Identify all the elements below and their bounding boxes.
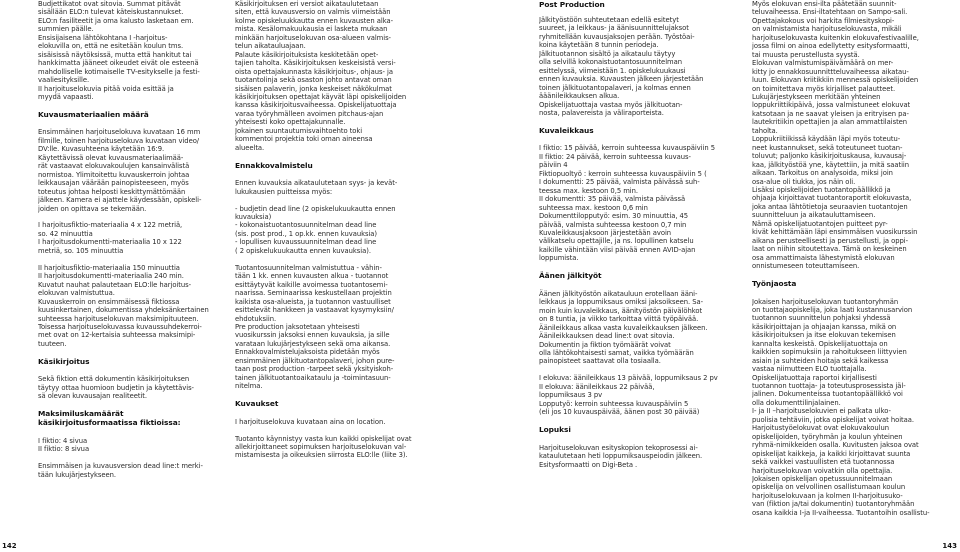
- spacer: [539, 136, 734, 145]
- section-heading: Maksimiluskamäärät käsikirjoitusformaatissa fiktioissa:: [38, 409, 181, 428]
- spacer: [752, 289, 948, 298]
- paragraph: Loppukriitiikissä käydään läpi myös toteutu- neet kustannukset, sekä toteutuneet tuotan- toluvut; paljonko käsikirjoituskausa, kuvausaj- kaa, jälkityöstöä yne, käytettiin, ja mitä saatiin aikaan. Tarkoitus on analysoida, miksi join osa-alue oli tiukka, jos näin oli.: [752, 135, 910, 186]
- section-heading: Kuvaleikkaus: [539, 125, 594, 135]
- paragraph: Jokaisen harjoituselokuvan tuotantoryhmän on tuottajaopiskelija, joka laati kustannusarvion tuotannon suunnittelun pohjaksi yhdessä käsikirjoittajan ja ohjaajan kanssa, mikä on käsikirjoituksen ja itse elokuvan tekemisen kannalta keskeistä. Opiskelijatuottaja on kaikkien sopimuksiin ja rahoitukseen liittyvien asiain ja suhteiden hoitaja sekä kaikessa vastaa niimutteen ELO tuottajalla.: [752, 297, 913, 374]
- section-heading: Ennakkovalmistelu: [235, 160, 313, 170]
- paragraph: Ensimmäinen harjoituselokuva kuvataan 16 mm filmille, toinen harjoituselokuva kuvataan video/ DV:lle. Kuvasuhteena käytetään 16:9. Käytettävissä olevat kuvausmateriaalimää- rät vastaavat elokuvakoulujen kansainvälistä normistoa. Ylimitoitettu kuvauskerroin johtaa leikkausajan väärään painopisteeseen, myös toteutus johtaa helposti keskittymättömään jälkeen. Kamera ei ajattele käydessään, opiskeli- joiden on opittava se tekemään.: [38, 128, 202, 213]
- section-heading: Lopuksi: [539, 425, 571, 435]
- paragraph: Budjettikatot ovat sitovia. Summat pitävät sisällään ELO:n tulevat käteiskustannukset. ELO:n fasiliteetit ja oma kalusto lasketaan em. summien päälle.: [38, 0, 194, 34]
- paragraph: I fiktio: 4 sivua II fiktio: 8 sivua: [38, 436, 90, 454]
- paragraph: I harjoitusfiktio-materiaalia 4 x 122 metriä, so. 42 minuuttia I harjoitusdokumentti-materiaalia 10 x 122 metriä, so. 105 minuuttia: [38, 221, 183, 255]
- spacer: [38, 120, 222, 129]
- spacer: [235, 426, 433, 435]
- paragraph: II harjoitusfiktio-materiaalia 150 minuuttia II harjoitusdokumentti-materiaalia 240 min. Kuvatut nauhat palautetaan ELO:lle harjoitus- elokuvan valmistuttua. Kuvauskerroin on ensimmäisessä fiktiossa kuusinkertainen, dokumentissa yhdeksänkertainen suhteessa harjoituselokuvan maksimipituuteen. Toisessa harjoituselokuvassa kuvaussuhdekerroi- met ovat on 12-kertaisia suhteessa maksimipi- tuuteen.: [38, 263, 209, 348]
- paragraph: Kuvaleikkausjaksoon järjestetään avoin välikatselu opettajille, ja ns. lopullinen katselu kaikille vähintään viisi päivää ennen AVID-ajan loppumista.: [539, 228, 696, 263]
- paragraph: I harjoituselokuva kuvataan aina on location.: [235, 417, 386, 426]
- spacer: [235, 391, 433, 400]
- paragraph: Harjoituselokuvan esityskopion tekoprosessi ai- kataulutetaan heti loppumiksauspeiodin jälkeen. Esitysformaatti on Digi-Beta .: [539, 443, 703, 469]
- paragraph: Lisäksi opiskelijoiden tuotantopäällikkö ja ohjaaja kirjoittavat tuotantoraportit elokuvasta, joka antaa lähtötietoja seuraavien tuotantojen suunnitteluun ja aikatauluttamiseen.: [752, 185, 912, 220]
- section-heading: Käsikirjoitus: [38, 356, 90, 366]
- paragraph: Käsikirjoituksen eri versiot aikataulutetaan siten, että kuvausversio on valmis viimeistään kolme opiskeluukkautta ennen kuvausten alka- mista. Kesälomakuukausia ei lasketa mukaan minkään harjoituselokuvan osa-alueen valmis- telun aikatauluajaan.: [235, 0, 393, 51]
- paragraph: Nämä opiskelijatuotantojen puitteet pyr- kivät kehittämään läpi ensimmäisen vuosikurssin aikana perusteellisesti ja perustellusti, ja oppi- laat on niihin sitoutettava. Tämä on keskeinen osa ammattimaista lähestymistä elokuvan onnistumeseen toteuttamiseen.: [752, 219, 918, 271]
- paragraph: Elokuvan valmistumispäivämäärä on mer- kitty jo ennakkosuunnittteluvaiheessa aikatau- luun. Elokuvan kriitikkiin mennessä opiskelijoiden on toimitettava myös kirjalliset palautteet.: [752, 59, 919, 93]
- spacer: [539, 263, 734, 272]
- spacer: [38, 255, 222, 264]
- spacer: [38, 401, 222, 410]
- spacer: [235, 196, 433, 205]
- paragraph: Opiskelijatuottaja raportoi kirjallisesti tuotannon tuottaja- ja toteutusprosessista jäl- jalinen. Dokumenteissa tuotantopäällikkö voi olla dokumenttilinjalainen.: [752, 373, 906, 407]
- paragraph: Palaute käsikirjoituksista keskitetään opet- tajien taholta. Käsikirjoituksen keskeisistä versi- oista opettajakunnasta käsikirjoitus-, ohjaus- ja tuotantolinja sekä osaston johto antavat oman sisäisen palaverin, jonka keskeiset näkökulmat käsikirjoituksen opettajat käyvät läpi opiskelijoiden kanssa käsikirjoitusvaiheessa. Opiskelijatuottaja varaa työryhmälleen avoimen pitchaus-ajan yhteisesti koko opettajakunnalle.: [235, 50, 407, 127]
- paragraph: Tuotanto käynnistyy vasta kun kaikki opiskelijat ovat allekirjoittaneet sopimuksen harjoituselokuvan val- mistamisesta ja oikeuksien siirrosta ELO:lle (liite 3).: [235, 434, 412, 460]
- spacer: [235, 171, 433, 180]
- paragraph: Jokainen suuntautumisvaihtoehto toki kommentoi projektia toki oman aineensa alueelta.: [235, 126, 373, 152]
- section-heading: Kuvausmateriaalien määrä: [38, 109, 149, 119]
- column-1: [38, 0, 222, 538]
- paragraph: Harjoitustyöelokuvat ovat elokuvakoulun opiskelijoiden, työryhmän ja koulun yhteinen ryhmä-nimikkeiden osalla. Kuvitusten jaksoa ovat opiskelijat kaikkeja, ja kaikki kirjoittavat suunta sekä vaikkei vastuullisten etä tuotannossa harjoituselokuvan voivatkin olla opettajia.: [752, 424, 919, 475]
- paragraph: I elokuva: äänileikkaus 13 päivää, loppumiksaus 2 pv II elokuva: äänileikkaus 22 päivää, loppumiksaus 3 pv Lopputyö: kerroin suhteessa kuvauspäiviin 5 (eli jos 10 kuvauspäivää, äänen post 30 päivää): [539, 374, 718, 417]
- spacer: [539, 366, 734, 375]
- paragraph: Ennakkovalmistelujaksoista pidetään myös ensimmäinen jälkituotantopalaveri, johon pure- taan post production -tarpeet sekä yksityiskoh- tainen jälkituotantoaikataulu ja -toimintasuun- nitelma.: [235, 348, 395, 391]
- spacer: [235, 409, 433, 418]
- spacer: [38, 367, 222, 376]
- paragraph: Sekä fiktion että dokumentin käsikirjoituksen täytyy ottaa huomioon budjetin ja käytettävis- sä olevan kuvausajan realiteetit.: [38, 375, 194, 401]
- spacer: [38, 454, 222, 463]
- section-heading: Kuvaukset: [235, 399, 279, 409]
- paragraph: Opettajakokous voi harkita filmiesityskopi- on valmistamista harjoituselokuvasta, mikäli harjoituselokuvasta kuitenkin elokuvafestivaalille, jossa filmi on ainoa edellytetty esitysformaatti, tai muusta perustellusta syystä.: [752, 16, 919, 59]
- spacer: [235, 255, 433, 264]
- section-heading: Äänen jälkityöt: [539, 271, 602, 281]
- paragraph: Tuotantosuunnitelman valmistuttua - vähin- tään 1 kk. ennen kuvausten alkua - tuotannot esittäytyvät kaikille avoimessa tuotantosemi- naarissa. Seminaarissa keskustellaan projektin kaikista osa-alueista, ja tuotannon vastuulliset esittelevät hankkeen ja vastaavat kysymyksiin/ ehdotuksiin.: [235, 263, 394, 323]
- paragraph: I- ja II –harjoituselokuvien ei palkata ulko- puolisia tehtäviin, jotka opiskelijat voivat hoitaa.: [752, 407, 915, 424]
- paragraph: Ennen kuvauksia aikataulutetaan syys- ja kevät- lukukausien puitteissa myös:: [235, 179, 398, 196]
- column-4: [752, 0, 948, 538]
- page-number-right: 143: [942, 542, 957, 550]
- spacer: [539, 417, 734, 426]
- paragraph: II harjoituselokuvia pitää voida esittää ja myydä vapaasti.: [38, 84, 174, 101]
- page-number-left: 142: [2, 542, 17, 550]
- paragraph: Opiskelijatuottaja vastaa myös jälkituotan- nosta, palavereista ja väliraporteista.: [539, 100, 683, 117]
- paragraph: I fiktio: 15 päivää, kerroin suhteessa kuvauspäiviin 5 II fiktio: 24 päivää, kerroin suhteessa kuvaus- päiviin 4 Fiktiopuoltyö : kerroin suhteessa kuvauspäiviin 5 ( I dokumentti: 25 päivää, valmista päivässä suh- teessa max. kestoon 0,5 min. II dokumentti: 35 päivää, valmista päivässä suhteessa max. kestoon 0,6 min Dokumenttilopputyö: esim. 30 minuuttia, 45 päivää, valmista suhteessa kestoon 0,7 min: [539, 144, 716, 229]
- paragraph: Jälkituotannon sisältö ja aikataulu täytyy olla selvillä kokonaistuotantosuunnitelman esittelyssä, viimeistään 1. opiskelukuukausi ennen kuvauksia. Kuvausten jälkeen järjestetään toinen jälkituotantopalaveri, ja kolmas ennen ääänileikkauksen alkua.: [539, 49, 704, 101]
- spacer: [539, 117, 734, 126]
- column-3: [539, 0, 734, 538]
- spacer: [235, 152, 433, 161]
- spacer: [539, 281, 734, 290]
- column-2: [235, 0, 433, 538]
- section-heading: Työnjaosta: [752, 279, 797, 288]
- section-heading: Post Production: [539, 0, 605, 9]
- paragraph: Jokaisen opiskelijan opetussuunnitelmaan opiskelija on velvollinen osallistumaan koulun harjoituselokuvaan ja kolmen II-harjoitusuko- van (fiktion ja/tai dokumentin) tuotantoryhmään osana kaikkia I-ja II-vaiheessa. Tuotantoihin osallistu-: [752, 475, 930, 517]
- spacer: [38, 101, 222, 110]
- paragraph: Myös elokuvan ensi-ilta päätetään suunnit- teluvaiheessa. Ensi-iltatehtaan on Sampo-sali.: [752, 0, 908, 17]
- spacer: [752, 271, 948, 280]
- paragraph: Ensisijaisena lähtökohtana I -harjoitus- elokuvilla on, että ne esitetään koulun tms. sisäisissä näytöksissä, mutta että hankitut tai hankkimatta jääneet oikeudet eivät ole esteenä mahdolliselle kotimaiselle TV-esitykselle ja festi- vaaliesityksille.: [38, 33, 200, 85]
- spacer: [38, 213, 222, 222]
- paragraph: Jälkityöstöön suhteutetaan edellä esitetyt suureet, ja leikkaus- ja äänisuunnittelujaksot ryhmitellään kuvausjaksojen perään. Työstöai- koina käytetään 8 tunnin periodeja.: [539, 16, 695, 50]
- paragraph: Äänen jälkityöstön aikatauluun erotellaan ääni- leikkaus ja loppumiksaus omiksi jaksoikseen. Sa- moin kuin kuvaleikkaus, äänityöstön päivälöhkot on 8 tuntia, ja viikko tarkoittaa viittä työpäivää. Äänileikkaus alkaa vasta kuvaleikkauksen jälkeen. Äänileikkauksen dead line:t ovat sitovia.: [539, 289, 708, 341]
- paragraph: Ensimmäisen ja kuvausversion dead line:t merki- tään lukujärjestykseen.: [38, 462, 203, 479]
- spacer: [539, 435, 734, 444]
- spacer: [38, 428, 222, 437]
- paragraph: Pre production jaksotetaan yhteisesti vuosikurssin jaksoksi ennen kuvauksia, ja sille varataan lukujärjestykseen sekä oma aikansa.: [235, 322, 391, 348]
- paragraph: Dokumentin ja fiktion työmäärät voivat olla lähtökohtaisesti samat, vaikka työmäärän painopisteet saattavat olla tosiaalla.: [539, 340, 694, 366]
- spacer: [38, 348, 222, 357]
- paragraph: Lukujärjestykseen merkitään yhteinen loppukriittikipäivä, jossa valmistuneet elokuvat katsotaan ja ne saavat yleisen ja eritryisen pa- lautekritiikin opettajien ja alan ammattilaisten taholta.: [752, 92, 911, 135]
- paragraph: - budjetin dead line (2 opiskelukuukautta ennen kuvauksia) - kokonaistuotantosuunnitelman dead line (sis. post prod., 1 op.kk. ennen kuvauksia) - lopullisen kuvaussuunnitelman dead line ( 2 opiskelukuukautta ennen kuvauksia).: [235, 204, 396, 255]
